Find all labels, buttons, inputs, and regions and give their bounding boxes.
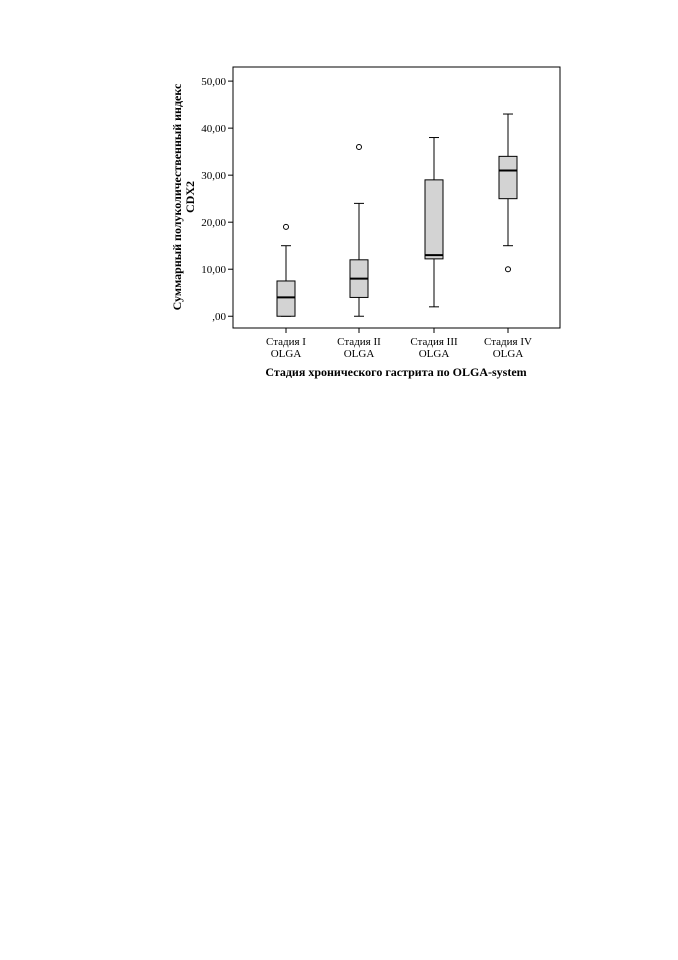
y-axis-title-line1: Суммарный полуколичественный индекс (170, 83, 184, 311)
y-axis (201, 76, 233, 323)
outlier-point (284, 224, 289, 229)
x-tick-label: Стадия III (410, 336, 458, 348)
y-tick-label: 10,00 (201, 264, 226, 277)
iqr-box (277, 281, 295, 316)
y-tick-label: 30,00 (201, 170, 226, 183)
iqr-box (425, 180, 443, 259)
x-axis (266, 328, 532, 360)
y-tick-label: 20,00 (201, 217, 226, 230)
x-tick-label: OLGA (492, 348, 524, 360)
x-tick-label: Стадия II (337, 336, 381, 348)
x-tick-label: OLGA (343, 348, 375, 360)
y-tick-label: 50,00 (201, 76, 226, 89)
iqr-box (499, 156, 517, 198)
x-axis-title: Стадия хронического гастрита по OLGA-system (265, 365, 527, 379)
x-tick-label: OLGA (270, 348, 302, 360)
y-tick-label: ,00 (212, 311, 226, 324)
y-tick-label: 40,00 (201, 123, 226, 136)
y-axis-title-line2: CDX2 (183, 181, 197, 213)
outlier-point (506, 267, 511, 272)
x-tick-label: Стадия I (266, 336, 306, 348)
x-tick-label: OLGA (418, 348, 450, 360)
outlier-point (357, 144, 362, 149)
x-tick-label: Стадия IV (484, 336, 532, 348)
